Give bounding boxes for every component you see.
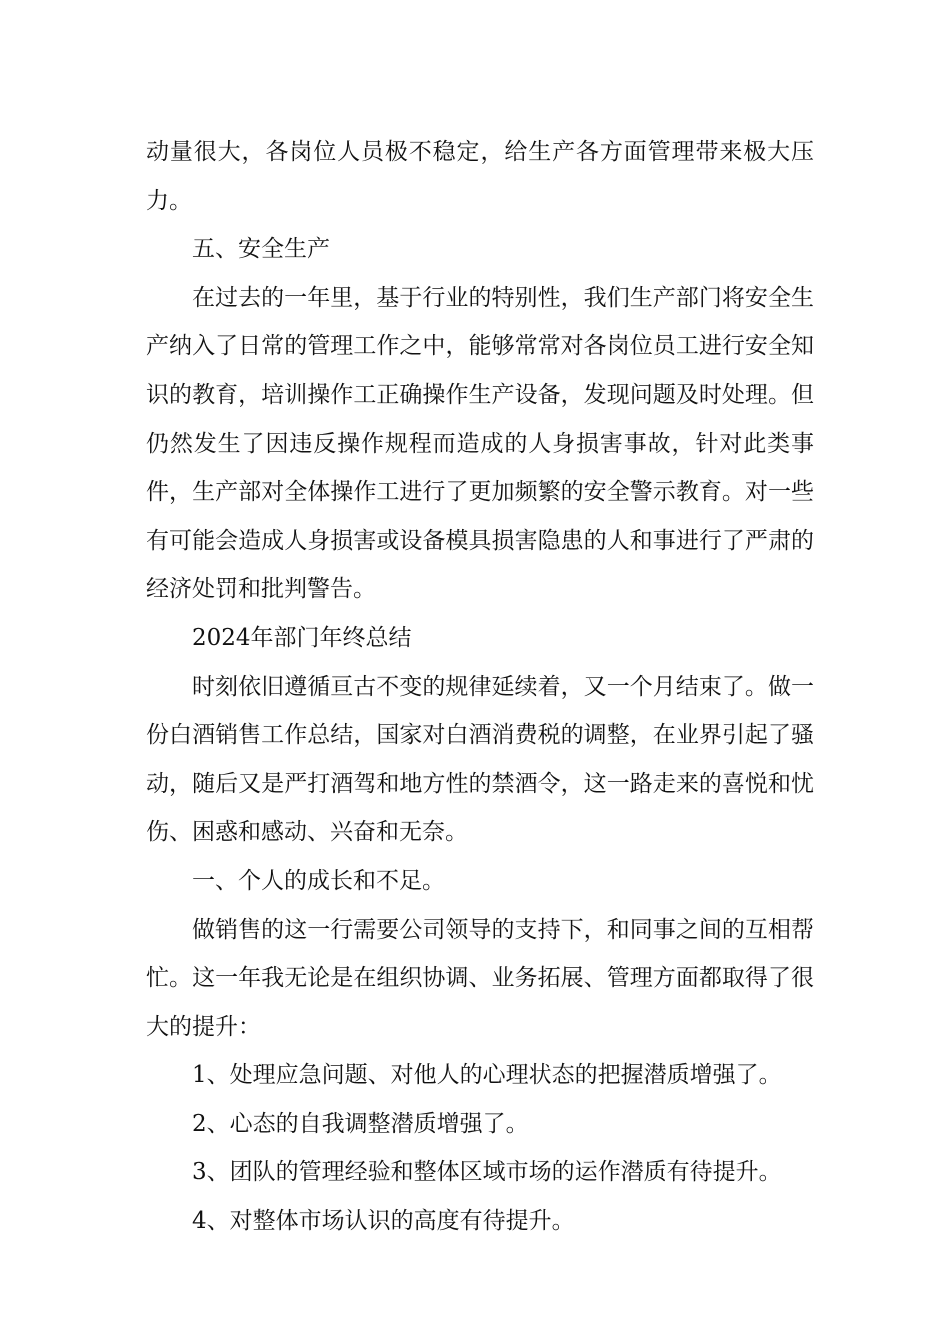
section-heading-growth: 一、个人的成长和不足。 [192,867,445,894]
paragraph-continuation: 动量很大，各岗位人员极不稳定，给生产各方面管理带来极大压力。 [146,139,814,214]
section-heading-safety: 五、安全生产 [192,236,330,263]
list-item: 3、团队的管理经验和整体区域市场的运作潜质有待提升。 [192,1159,782,1186]
document-body [146,128,814,1246]
paragraph-growth: 做销售的这一行需要公司领导的支持下，和同事之间的互相帮忙。这一年我无论是在组织协调、业务拓展、管理方面都取得了很大的提升： [146,916,814,1040]
list-item: 2、心态的自我调整潜质增强了。 [192,1110,529,1137]
document-title: 2024年部门年终总结 [192,624,412,651]
list-item: 4、对整体市场认识的高度有待提升。 [192,1208,575,1235]
paragraph-safety: 在过去的一年里，基于行业的特别性，我们生产部门将安全生产纳入了日常的管理工作之中，能够常常对各岗位员工进行安全知识的教育，培训操作工正确操作生产设备，发现问题及时处理。但仍然发生了因违反操作规程而造成的人身损害事故，针对此类事件，生产部对全体操作工进行了更加频繁的安全警示教育。对一些有可能会造成人身损害或设备模具损害隐患的人和事进行了严肃的经济处罚和批判警告。 [146,284,814,603]
list-item: 1、处理应急问题、对他人的心理状态的把握潜质增强了。 [192,1062,782,1089]
paragraph-intro: 时刻依旧遵循亘古不变的规律延续着，又一个月结束了。做一份白酒销售工作总结，国家对白酒消费税的调整，在业界引起了骚动，随后又是严打酒驾和地方性的禁酒令，这一路走来的喜悦和忧伤、困惑和感动、兴奋和无奈。 [146,673,814,846]
